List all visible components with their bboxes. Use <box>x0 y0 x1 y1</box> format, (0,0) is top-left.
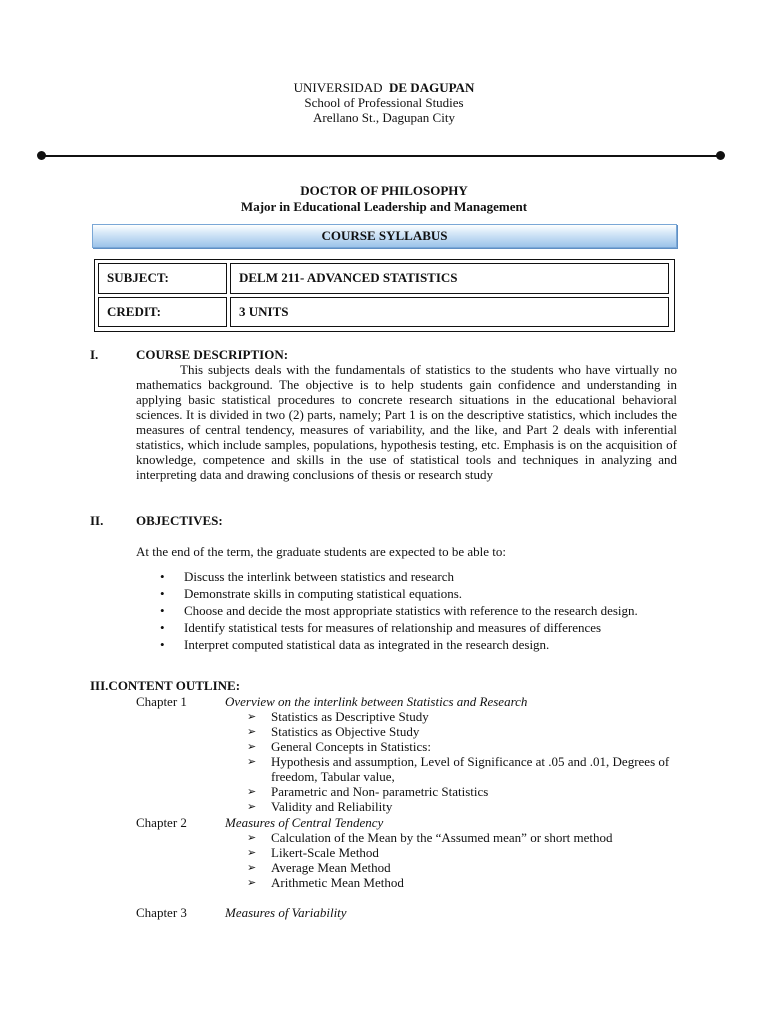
list-item: • Identify statistical tests for measures of relationship and measures of differences <box>160 620 680 635</box>
section-title-content-outline: III.CONTENT OUTLINE: <box>90 678 241 693</box>
list-item: • Discuss the interlink between statistics and research <box>160 569 680 584</box>
chapter-2-title: Measures of Central Tendency <box>225 815 384 830</box>
list-item: • Interpret computed statistical data as integrated in the research design. <box>160 637 680 652</box>
document-header <box>0 80 768 125</box>
list-item: ➢ Average Mean Method <box>247 860 687 875</box>
list-item: • Demonstrate skills in computing statistical equations. <box>160 586 680 601</box>
section-number-description: I. <box>90 347 99 362</box>
chapter-3-label: Chapter 3 <box>136 905 187 920</box>
list-item: ➢ General Concepts in Statistics: <box>247 739 687 754</box>
rule-endpoint-right <box>716 151 725 160</box>
list-item: ➢ Statistics as Descriptive Study <box>247 709 687 724</box>
list-item: • Choose and decide the most appropriate statistics with reference to the research design. <box>160 603 680 618</box>
course-description-text <box>136 362 677 482</box>
degree-title: DOCTOR OF PHILOSOPHY <box>300 183 468 198</box>
chapter-1-label: Chapter 1 <box>136 694 187 709</box>
chapter-1-title: Overview on the interlink between Statistics and Research <box>225 694 528 709</box>
credit-value: 3 UNITS <box>230 297 669 327</box>
list-item: ➢ Validity and Reliability <box>247 799 687 814</box>
section-title-description: COURSE DESCRIPTION: <box>136 347 289 362</box>
horizontal-rule <box>40 155 720 157</box>
chapter-2-topics <box>247 830 687 890</box>
list-item: ➢ Parametric and Non- parametric Statistics <box>247 784 687 799</box>
university-name-bold: DE DAGUPAN <box>389 80 475 95</box>
major-title: Major in Educational Leadership and Management <box>240 199 528 214</box>
list-item: ➢ Arithmetic Mean Method <box>247 875 687 890</box>
list-item: ➢ Hypothesis and assumption, Level of Significance at .05 and .01, Degrees of freedom, Tabular value, <box>247 754 687 784</box>
course-info-table <box>94 259 675 332</box>
program-heading <box>0 183 768 215</box>
chapter-2-label: Chapter 2 <box>136 815 187 830</box>
subject-label: SUBJECT: <box>98 263 227 294</box>
objectives-list <box>160 569 680 654</box>
section-title-objectives: OBJECTIVES: <box>136 513 223 528</box>
chapter-1-topics <box>247 709 687 814</box>
chapter-3-title: Measures of Variability <box>225 905 347 920</box>
objectives-intro: At the end of the term, the graduate students are expected to be able to: <box>136 544 506 559</box>
university-prefix: UNIVERSIDAD <box>293 80 383 95</box>
school-name: School of Professional Studies <box>304 95 464 110</box>
list-item: ➢ Calculation of the Mean by the “Assumed mean” or short method <box>247 830 687 845</box>
credit-label: CREDIT: <box>98 297 227 327</box>
subject-value: DELM 211- ADVANCED STATISTICS <box>230 263 669 294</box>
university-name <box>0 80 768 95</box>
school-address: Arellano St., Dagupan City <box>313 110 455 125</box>
section-number-objectives: II. <box>90 513 104 528</box>
list-item: ➢ Likert-Scale Method <box>247 845 687 860</box>
list-item: ➢ Statistics as Objective Study <box>247 724 687 739</box>
course-syllabus-banner: COURSE SYLLABUS <box>92 224 677 248</box>
course-description-paragraph: This subjects deals with the fundamentals of statistics to the students who have virtually no mathematics background. The objective is to help students gain confidence and understanding in applying basic statistical procedures to concrete research situations in the educational behavioral sciences. It is divided in two (2) parts, namely; Part 1 is on the descriptive statistics, which includes the measures of central tendency, measures of variability, and the like, and Part 2 deals with inferential statistics, which include samples, populations, hypothesis testing, etc. Emphasis is on the acquisition of knowledge, competence and skills in the use of statistical tools and techniques in analyzing and interpreting data and drawing conclusions of thesis or research study <box>136 362 677 482</box>
